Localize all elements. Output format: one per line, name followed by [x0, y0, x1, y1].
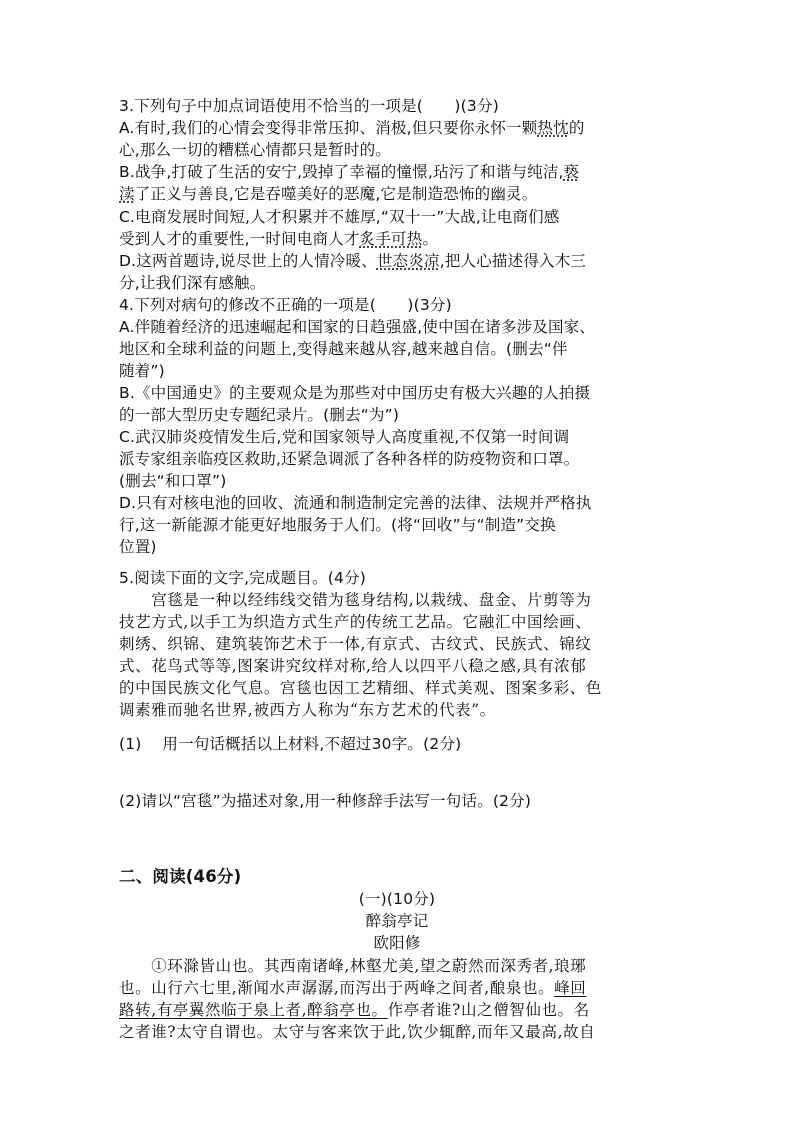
q5-passage-line1: 宫毯是一种以经纬线交错为毯身结构,以栽绒、盘金、片剪等为	[119, 591, 592, 609]
q4-option-c-line1: C.武汉肺炎疫情发生后,党和国家领导人高度重视,不仅第一时间调	[119, 428, 570, 446]
q5-passage-line6: 调素雅而驰名世界,被西方人称为“东方艺术的代表”。	[119, 701, 496, 719]
q4-option-a-line2: 地区和全球利益的问题上,变得越来越从容,越来越自信。(删去“伴	[119, 340, 568, 358]
q5-passage-line2: 技艺方式,以手工为织造方式生产的传统工艺品。它融汇中国绘画、	[119, 613, 592, 631]
q5-stem: 5.阅读下面的文字,完成题目。(4分)	[119, 569, 366, 587]
q3-b-marked-word-part1: 亵	[563, 163, 580, 181]
q5-subquestion-1: (1) 用一句话概括以上材料,不超过30字。(2分)	[119, 735, 462, 753]
q3-c-marked-word: 炙手可热	[359, 230, 423, 248]
q4-option-b-line2: 的一部大型历史专题纪录片。(删去“为”)	[119, 406, 400, 424]
underlined-sentence-part2: 路转,有亭翼然临于泉上者,醉翁亭也。	[119, 1001, 388, 1019]
passage-line4: 之者谁?太守自谓也。太守与客来饮于此,饮少辄醉,而年又最高,故自	[119, 1023, 596, 1041]
q4-option-a-line1: A.伴随着经济的迅速崛起和国家的日趋强盛,使中国在诸多涉及国家、	[119, 318, 596, 336]
q3-option-d-line2: 分,让我们深有感触。	[119, 274, 266, 292]
q3-option-b-line2: 渎了正义与善良,它是吞噬美好的恶魔,它是制造恐怖的幽灵。	[119, 185, 538, 203]
q3-d-marked-word: 世态炎凉	[376, 252, 440, 270]
q5-passage-line4: 式、花鸟式等等,图案讲究纹样对称,给人以四平八稳之感,具有浓郁	[119, 657, 587, 675]
passage-line3: 路转,有亭翼然临于泉上者,醉翁亭也。作亭者谁?山之僧智仙也。名	[119, 1001, 590, 1019]
section-heading: 二、阅读(46分)	[119, 867, 242, 886]
q5-subquestion-2: (2)请以“宫毯”为描述对象,用一种修辞手法写一句话。(2分)	[119, 792, 532, 810]
q4-option-b-line1: B.《中国通史》的主要观众是为那些对中国历史有极大兴趣的人拍摄	[119, 384, 591, 402]
passage-author: 欧阳修	[373, 934, 421, 952]
passage-line2: 也。山行六七里,渐闻水声潺潺,而泻出于两峰之间者,酿泉也。峰回	[119, 979, 587, 997]
passage-line1: ①环滁皆山也。其西南诸峰,林壑尤美,望之蔚然而深秀者,琅琊	[119, 957, 587, 975]
q3-option-a-line1: A.有时,我们的心情会变得非常压抑、消极,但只要你永怀一颗热忱的	[119, 119, 585, 137]
passage-title: 醉翁亭记	[365, 912, 429, 930]
q4-option-d-line2: 行,这一新能源才能更好地服务于人们。(将“回收”与“制造”交换	[119, 516, 556, 534]
underlined-sentence-part1: 峰回	[554, 979, 587, 997]
q3-b-marked-word-part2: 渎	[119, 185, 135, 203]
q3-option-d-line1: D.这两首题诗,说尽世上的人情冷暖、世态炎凉,把人心描述得入木三	[119, 252, 587, 270]
q3-option-b-line1: B.战争,打破了生活的安宁,毁掉了幸福的憧憬,玷污了和谐与纯洁,亵	[119, 163, 580, 181]
q4-option-d-line1: D.只有对核电池的回收、流通和制造制定完善的法律、法规并严格执	[119, 494, 592, 512]
q3-stem: 3.下列句子中加点词语使用不恰当的一项是( )(3分)	[119, 97, 499, 115]
q4-option-d-line3: 位置)	[119, 538, 157, 556]
q5-passage-line5: 的中国民族文化气息。宫毯也因工艺精细、样式美观、图案多彩、色	[119, 679, 603, 697]
q3-a-marked-word: 热忱	[537, 119, 569, 137]
q4-option-a-line3: 随着”)	[119, 362, 165, 380]
q4-option-c-line3: (删去“和口罩”)	[119, 472, 227, 490]
q4-option-c-line2: 派专家组亲临疫区救助,还紧急调派了各种各样的防疫物资和口罩。	[119, 450, 580, 468]
q3-option-a-line2: 心,那么一切的糟糕心情都只是暂时的。	[119, 141, 392, 159]
q5-passage-line3: 刺绣、织锦、建筑装饰艺术于一体,有京式、古纹式、民族式、锦纹	[119, 635, 592, 653]
q3-option-c-line2: 受到人才的重要性,一时间电商人才炙手可热。	[119, 230, 439, 248]
q3-option-c-line1: C.电商发展时间短,人才积累并不雄厚,“双十一”大战,让电商们感	[119, 208, 560, 226]
q4-stem: 4.下列对病句的修改不正确的一项是( )(3分)	[119, 296, 452, 314]
part-label: (一)(10分)	[358, 890, 436, 908]
